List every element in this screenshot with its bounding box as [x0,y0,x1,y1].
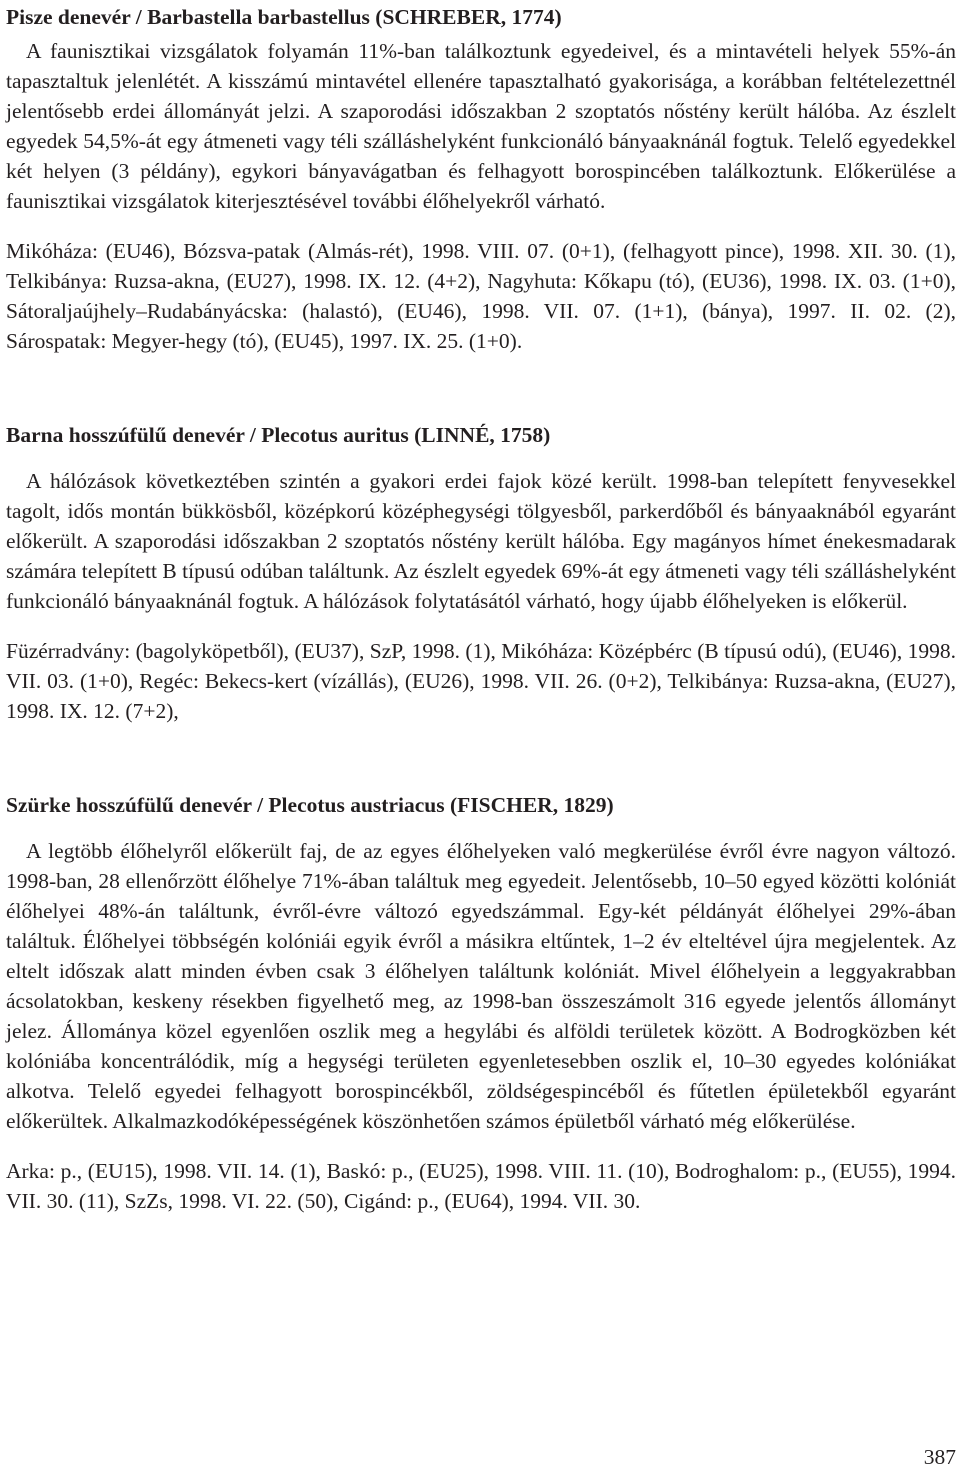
species-heading [6,0,956,32]
species-latin-name: Plecotus austriacus (FISCHER, 1829) [268,793,614,817]
species-hungarian-name: Pisze denevér [6,5,131,29]
species-records: Füzérradvány: (bagolyköpetből), (EU37), SzP, 1998. (1), Mikóháza: Középbérc (B típusú odú), (EU46), 1998. VII. 03. (1+0), Regéc: Bekecs-kert (vízállás), (EU26), 1998. VII. 26. (0+2), Telkibánya: Ruzsa-akna, (EU27), 1998. IX. 12. (7+2), [6,639,956,723]
document-page [6,0,956,1216]
species-hungarian-name: Szürke hosszúfülű denevér [6,793,252,817]
species-latin-name: Barbastella barbastellus (SCHREBER, 1774) [147,5,562,29]
species-description: A hálózások következtében szintén a gyakori erdei fajok közé került. 1998-ban telepített fenyvesekkel tagolt, idős montán bükkösből, középkorú középhegységi tölgyesből, parkerdőből és bányaaknából egyaránt előkerült. A szaporodási időszakban 2 szoptatós nőstény került hálóba. Egy magányos hímet énekesmadarak számára telepített B típusú odúban találtunk. Az észlelt egyedek 69%-át egy átmeneti vagy téli szálláshelyként funkcionáló bányaaknánál fogtuk. A hálózások folytatásától várható, hogy újabb élőhelyeken is előkerül. [6,469,956,613]
species-description: A faunisztikai vizsgálatok folyamán 11%-ban találkoztunk egyedeivel, és a mintavételi helyek 55%-án tapasztaltuk jelenlétét. A kisszámú mintavétel ellenére tapasztalható gyakorisága, a korábban feltételezettnél jelentősebb erdei állományát jelzi. A szaporodási időszakban 2 szoptatós nőstény került hálóba. Az észlelt egyedek 54,5%-át egy átmeneti vagy téli szálláshelyként funkcionáló bányaaknánál fogtuk. Telelő egyedekkel két helyen (3 példány), egykori bányavágatban és felhagyott borospincében találkoztunk. Előkerülése a faunisztikai vizsgálatok kiterjesztésével további élőhelyekről várható. [6,39,956,213]
heading-separator: / [251,793,269,817]
species-entry-plecotus-austriacus [6,788,956,1216]
species-heading [6,788,956,820]
species-records: Mikóháza: (EU46), Bózsva-patak (Almás-rét), 1998. VIII. 07. (0+1), (felhagyott pince), 1998. XII. 30. (1), Telkibánya: Ruzsa-akna, (EU27), 1998. IX. 12. (4+2), Nagyhuta: Kőkapu (tó), (EU36), 1998. IX. 03. (1+0), Sátoraljaújhely–Rudabányácska: (halastó), (EU46), 1998. VII. 07. (1+1), (bánya), 1997. II. 02. (2), Sárospatak: Megyer-hegy (tó), (EU45), 1997. IX. 25. (1+0). [6,239,956,353]
species-entry-plecotus-auritus [6,418,956,726]
species-description: A legtöbb élőhelyről előkerült faj, de az egyes élőhelyeken való megkerülése évről évre nagyon változó. 1998-ban, 28 ellenőrzött élőhelye 71%-ában találtuk meg egyedeit. Jelentősebb, 10–50 egyed közötti kolóniát élőhelyei 48%-án találtunk, évről-évre változó egyedszámmal. Egy-két példányát élőhelyei 29%-ában találtuk. Élőhelyei többségén kolóniái egyik évről a másikra eltűntek, 1–2 év elteltével újra megjelentek. Az eltelt időszak alatt minden évben csak 3 élőhelyen találtunk kolóniát. Mivel élőhelyein a leggyakrabban ácsolatokban, keskeny résekben figyelhető meg, az 1998-ban összeszámolt 316 egyede jelentős állományt jelez. Állománya közel egyenlően oszlik meg a hegylábi és alföldi területek között. A Bodrogközben két kolóniába koncentrálódik, míg a hegységi területen egyenletesebben oszlik el, 10–30 egyedes kolóniákat alkotva. Telelő egyedei felhagyott borospincékből, zöldségespincéből és fűtetlen épületekből egyaránt előkerültek. Alkalmazkodóképességének köszönhetően számos épületből várható még előkerülése. [6,839,956,1133]
heading-separator: / [244,423,262,447]
species-hungarian-name: Barna hosszúfülű denevér [6,423,245,447]
species-latin-name: Plecotus auritus (LINNÉ, 1758) [261,423,551,447]
species-heading [6,418,956,450]
species-entry-barbastella [6,0,956,356]
heading-separator: / [130,5,148,29]
page-number: 387 [923,1445,956,1469]
species-records: Arka: p., (EU15), 1998. VII. 14. (1), Baskó: p., (EU25), 1998. VIII. 11. (10), Bodroghalom: p., (EU55), 1994. VII. 30. (11), SzZs, 1998. VI. 22. (50), Cigánd: p., (EU64), 1994. VII. 30. [6,1159,956,1213]
